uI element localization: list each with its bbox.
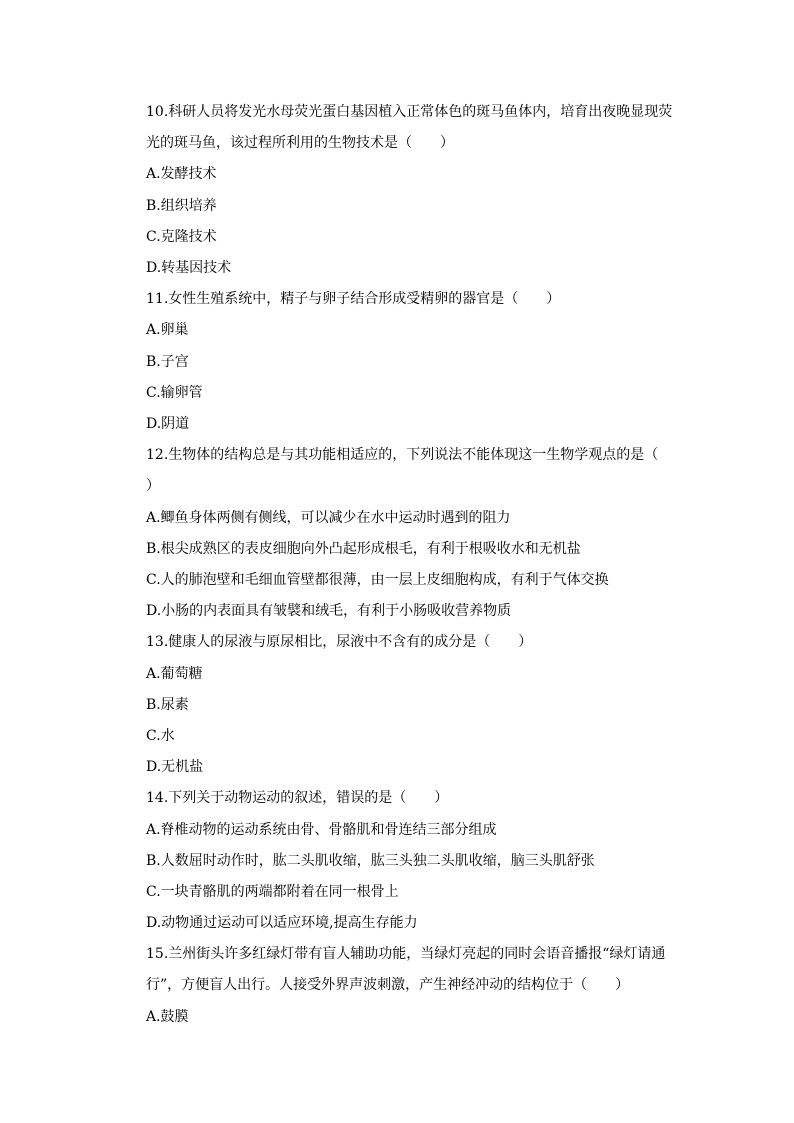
q11-option-b: B.子宫 [146,354,189,370]
q13-option-d: D.无机盐 [146,759,204,775]
q12-option-a: A.鲫鱼身体两侧有侧线，可以减少在水中运动时遇到的阻力 [146,510,511,526]
q14-option-a: A.脊椎动物的运动系统由骨、骨骼肌和骨连结三部分组成 [146,822,497,838]
q13-option-b: B.尿素 [146,697,189,713]
q11-stem-line-1: 11.女性生殖系统中，精子与卵子结合形成受精卵的器官是（ ） [146,291,561,307]
q10-stem-line-2: 光的斑马鱼，该过程所利用的生物技术是（ ） [146,135,454,151]
q12-option-b: B.根尖成熟区的表皮细胞向外凸起形成根毛，有利于根吸收水和无机盐 [146,541,581,557]
q14-option-c: C.一块青骼肌的两端都附着在同一根骨上 [146,884,399,900]
q14-stem-line-1: 14.下列关于动物运动的叙述，错误的是（ ） [146,790,449,806]
q13-stem-line-1: 13.健康人的尿液与原尿相比，尿液中不含有的成分是（ ） [146,634,533,650]
q10-option-c: C.克隆技术 [146,229,217,245]
q15-option-a: A.鼓膜 [146,1009,189,1025]
q14-option-b: B.人数屈时动作时，肱二头肌收缩，肱三头独二头肌收缩，脑三头肌舒张 [146,853,595,869]
q11-option-c: C.输卵管 [146,385,203,401]
q13-option-a: A.葡萄糖 [146,666,203,682]
q15-stem-line-2: 行”，方便盲人出行。人接受外界声波刺激，产生神经冲动的结构位于（ ） [146,977,630,993]
q10-option-d: D.转基因技术 [146,260,232,276]
q13-option-c: C.水 [146,728,175,744]
q10-option-a: A.发酵技术 [146,166,217,182]
q14-option-d: D.动物通过运动可以适应环境,提高生存能力 [146,915,418,931]
q12-option-c: C.人的肺泡壁和毛细血管壁都很薄，由一层上皮细胞构成，有利于气体交换 [146,572,609,588]
q11-option-d: D.阴道 [146,416,190,432]
q10-option-b: B.组织培养 [146,198,217,214]
q10-stem-line-1: 10.科研人员将发光水母荧光蛋白基因植入正常体色的斑马鱼体内，培育出夜晚显现荧 [146,104,673,120]
q12-stem-line-1: 12.生物体的结构总是与其功能相适应的，下列说法不能体现这一生物学观点的是（ [146,447,659,463]
q12-stem-line-2: ） [146,478,160,494]
q15-stem-line-1: 15.兰州街头许多红绿灯带有盲人辅助功能，当绿灯亮起的同时会语音播报“绿灯请通 [146,946,666,962]
q11-option-a: A.卵巢 [146,322,189,338]
q12-option-d: D.小肠的内表面具有皱襞和绒毛，有利于小肠吸收营养物质 [146,603,512,619]
